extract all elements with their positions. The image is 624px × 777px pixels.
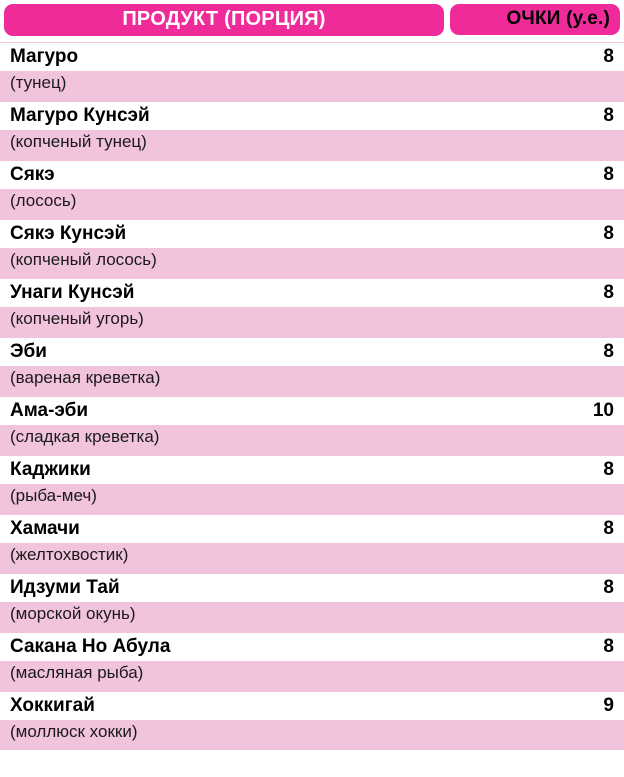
- product-points: 8: [603, 518, 614, 539]
- product-name: Эби: [10, 341, 47, 362]
- product-description: (копченый угорь): [10, 309, 144, 328]
- table-row-description: [0, 484, 624, 514]
- product-points: 8: [603, 164, 614, 185]
- table-row-description: [0, 661, 624, 691]
- product-name: Сякэ: [10, 164, 55, 185]
- product-points: 9: [603, 695, 614, 716]
- table-row: [0, 101, 624, 130]
- column-header-points: ОЧКИ (у.е.): [450, 4, 620, 35]
- table-row: [0, 160, 624, 189]
- table-row: [0, 396, 624, 425]
- table-row: [0, 514, 624, 543]
- product-points: 8: [603, 636, 614, 657]
- product-description: (рыба-меч): [10, 486, 97, 505]
- table-row-description: [0, 189, 624, 219]
- table-row-description: [0, 425, 624, 455]
- product-name: Магуро: [10, 46, 79, 67]
- product-name: Ама-эби: [10, 400, 89, 421]
- product-points: 8: [603, 341, 614, 362]
- table-row-description: [0, 130, 624, 160]
- product-description: (сладкая креветка): [10, 427, 160, 446]
- product-description: (морской окунь): [10, 604, 136, 623]
- product-points: 8: [603, 459, 614, 480]
- product-points: 8: [603, 105, 614, 126]
- table-row: [0, 42, 624, 71]
- table-row: [0, 632, 624, 661]
- table-row-description: [0, 602, 624, 632]
- product-description: (желтохвостик): [10, 545, 129, 564]
- product-name: Хоккигай: [10, 695, 95, 716]
- product-description: (масляная рыба): [10, 663, 144, 682]
- table-row-description: [0, 307, 624, 337]
- product-points: 8: [603, 46, 614, 67]
- product-description: (вареная креветка): [10, 368, 161, 387]
- product-description: (тунец): [10, 73, 67, 92]
- product-name: Унаги Кунсэй: [10, 282, 135, 303]
- column-header-product: ПРОДУКТ (ПОРЦИЯ): [4, 4, 444, 36]
- table-body: [0, 42, 624, 750]
- product-description: (лосось): [10, 191, 77, 210]
- table-row: [0, 455, 624, 484]
- table-row-description: [0, 366, 624, 396]
- table-row-description: [0, 720, 624, 750]
- product-description: (моллюск хокки): [10, 722, 138, 741]
- product-description: (копченый тунец): [10, 132, 147, 151]
- product-points: 8: [603, 223, 614, 244]
- product-name: Каджики: [10, 459, 91, 480]
- product-points: 8: [603, 282, 614, 303]
- product-name: Хамачи: [10, 518, 80, 539]
- product-name: Сакана Но Абула: [10, 636, 171, 657]
- product-name: Идзуми Тай: [10, 577, 120, 598]
- table-header: [0, 0, 624, 42]
- product-points: 8: [603, 577, 614, 598]
- table-row: [0, 337, 624, 366]
- product-name: Сякэ Кунсэй: [10, 223, 127, 244]
- table-row-description: [0, 543, 624, 573]
- table-row: [0, 219, 624, 248]
- table-row-description: [0, 71, 624, 101]
- table-row-description: [0, 248, 624, 278]
- product-description: (копченый лосось): [10, 250, 157, 269]
- table-row: [0, 691, 624, 720]
- product-name: Магуро Кунсэй: [10, 105, 150, 126]
- table-row: [0, 278, 624, 307]
- table-row: [0, 573, 624, 602]
- product-points: 10: [592, 400, 614, 421]
